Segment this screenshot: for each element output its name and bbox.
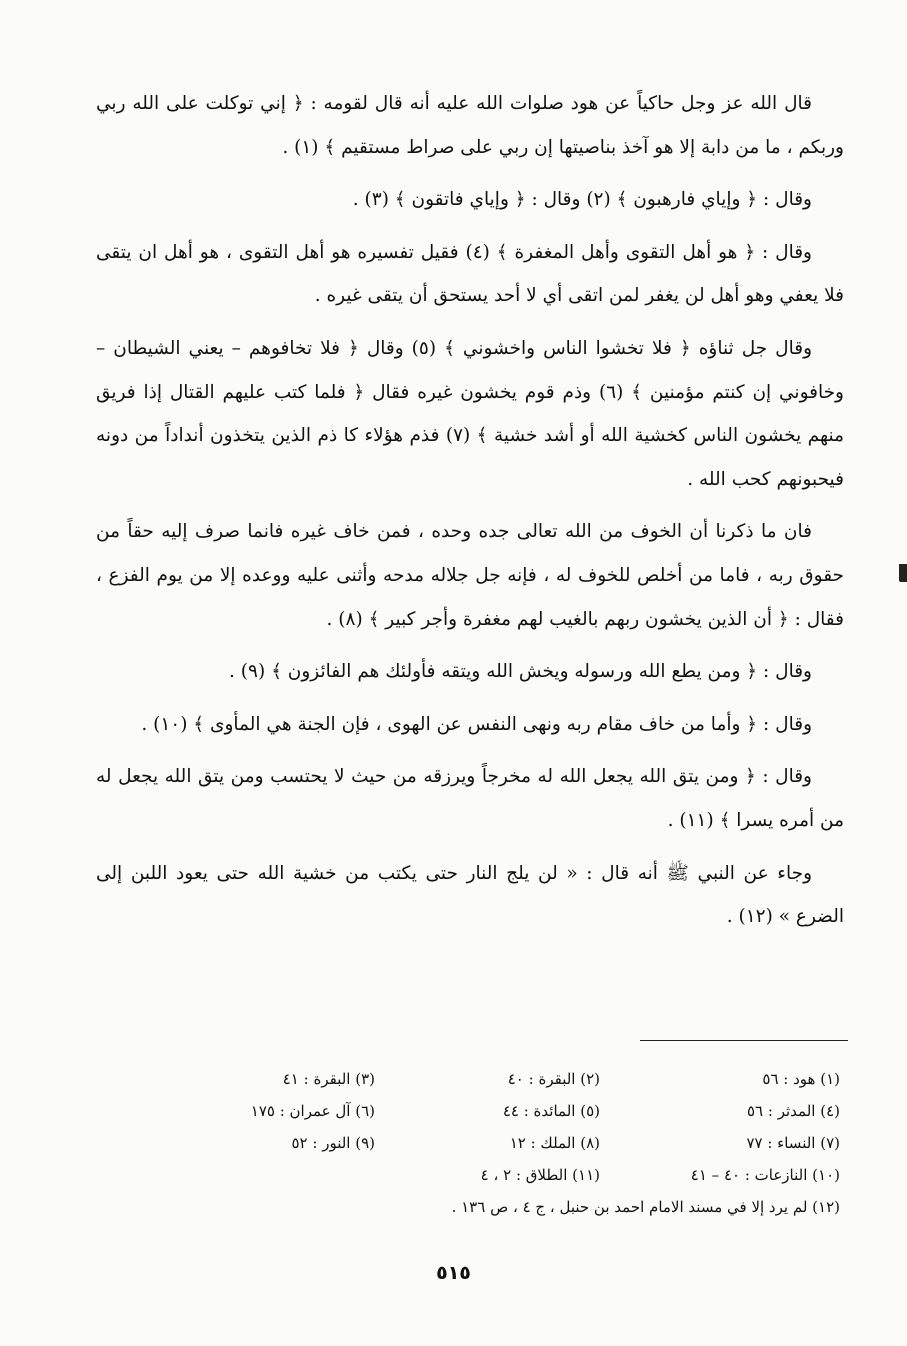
- footnote: (٤) المدثر : ٥٦: [747, 1102, 840, 1120]
- footnote: (٩) النور : ٥٢: [291, 1134, 375, 1152]
- paragraph: وقال : ﴿ وأما من خاف مقام ربه ونهى النفس عن الهوى ، فإن الجنة هي المأوى ﴾ (١٠) .: [141, 713, 812, 735]
- footnote: (٣) البقرة : ٤١: [282, 1070, 375, 1088]
- footnote-divider: [640, 1040, 848, 1041]
- footnote: (١٢) لم يرد إلا في مسند الامام احمد بن حنبل ، ج ٤ ، ص ١٣٦ .: [451, 1198, 840, 1216]
- paragraph: قال الله عز وجل حاكياً عن هود صلوات الله عليه أنه قال لقومه : ﴿ إني توكلت على الله ربي وربكم ، ما من دابة إلا هو آخذ بناصيتها إن ربي على صراط مستقيم ﴾ (١) .: [96, 93, 844, 158]
- footnote: (٢) البقرة : ٤٠: [507, 1070, 600, 1088]
- footnote-row: [150, 1063, 840, 1095]
- footnote-row: [150, 1095, 840, 1127]
- margin-mark: [899, 564, 907, 582]
- paragraph: وقال جل ثناؤه ﴿ فلا تخشوا الناس واخشوني ﴾ (٥) وقال ﴿ فلا تخافوهم – يعني الشيطان – وخافوني إن كنتم مؤمنين ﴾ (٦) وذم قوم يخشون غيره فقال ﴿ فلما كتب عليهم القتال إذا فريق منهم يخشون الناس كخشية الله أو أشد خشية ﴾ (٧) فذم هؤلاء كا ذم الذين يتخذون أنداداً من دونه فيحبونهم كحب الله .: [96, 337, 844, 490]
- paragraph: وقال : ﴿ هو أهل التقوى وأهل المغفرة ﴾ (٤) فقيل تفسيره هو أهل التقوى ، هو أهل ان يتقى فلا يعفي وهو أهل لن يغفر لمن اتقى أي لا أحد يستحق أن يتقى غيره .: [96, 241, 844, 307]
- footnote: (١١) الطلاق : ٢ ، ٤: [480, 1166, 600, 1184]
- paragraph: وقال : ﴿ ومن يتق الله يجعل الله له مخرجاً ويرزقه من حيث لا يحتسب ومن يتق الله يجعل له من أمره يسرا ﴾ (١١) .: [96, 766, 844, 831]
- footnote-row: [150, 1191, 840, 1223]
- footnote: (٥) المائدة : ٤٤: [502, 1102, 600, 1120]
- paragraph: وقال : ﴿ ومن يطع الله ورسوله ويخش الله ويتقه فأولئك هم الفائزون ﴾ (٩) .: [229, 661, 812, 683]
- footnote: (٦) آل عمران : ١٧٥: [250, 1102, 375, 1120]
- main-text: [96, 82, 844, 948]
- footnote: (١٠) النازعات : ٤٠ – ٤١: [690, 1166, 840, 1184]
- footnote-row: [150, 1159, 840, 1191]
- footnote: (١) هود : ٥٦: [762, 1070, 840, 1088]
- footnote: (٨) الملك : ١٢: [509, 1134, 600, 1152]
- paragraph: وقال : ﴿ وإياي فارهبون ﴾ (٢) وقال : ﴿ وإياي فاتقون ﴾ (٣) .: [352, 189, 812, 211]
- paragraph: وجاء عن النبي ﷺ أنه قال : « لن يلج النار حتى يكتب من خشية الله حتى يعود اللبن إلى الضرع » (١٢) .: [96, 862, 844, 928]
- footnotes: [150, 1063, 840, 1223]
- page-number: ٥١٥: [436, 1262, 471, 1284]
- footnote-row: [150, 1127, 840, 1159]
- paragraph: فان ما ذكرنا أن الخوف من الله تعالى جده وحده ، فمن خاف غيره فانما صرف إليه حقاً من حقوق ربه ، فاما من أخلص للخوف له ، فإنه جل جلاله مدحه وأثنى عليه ووعده إلا من يوم الفزع ، فقال : ﴿ أن الذين يخشون ربهم بالغيب لهم مغفرة وأجر كبير ﴾ (٨) .: [96, 521, 844, 630]
- footnote: (٧) النساء : ٧٧: [746, 1134, 840, 1152]
